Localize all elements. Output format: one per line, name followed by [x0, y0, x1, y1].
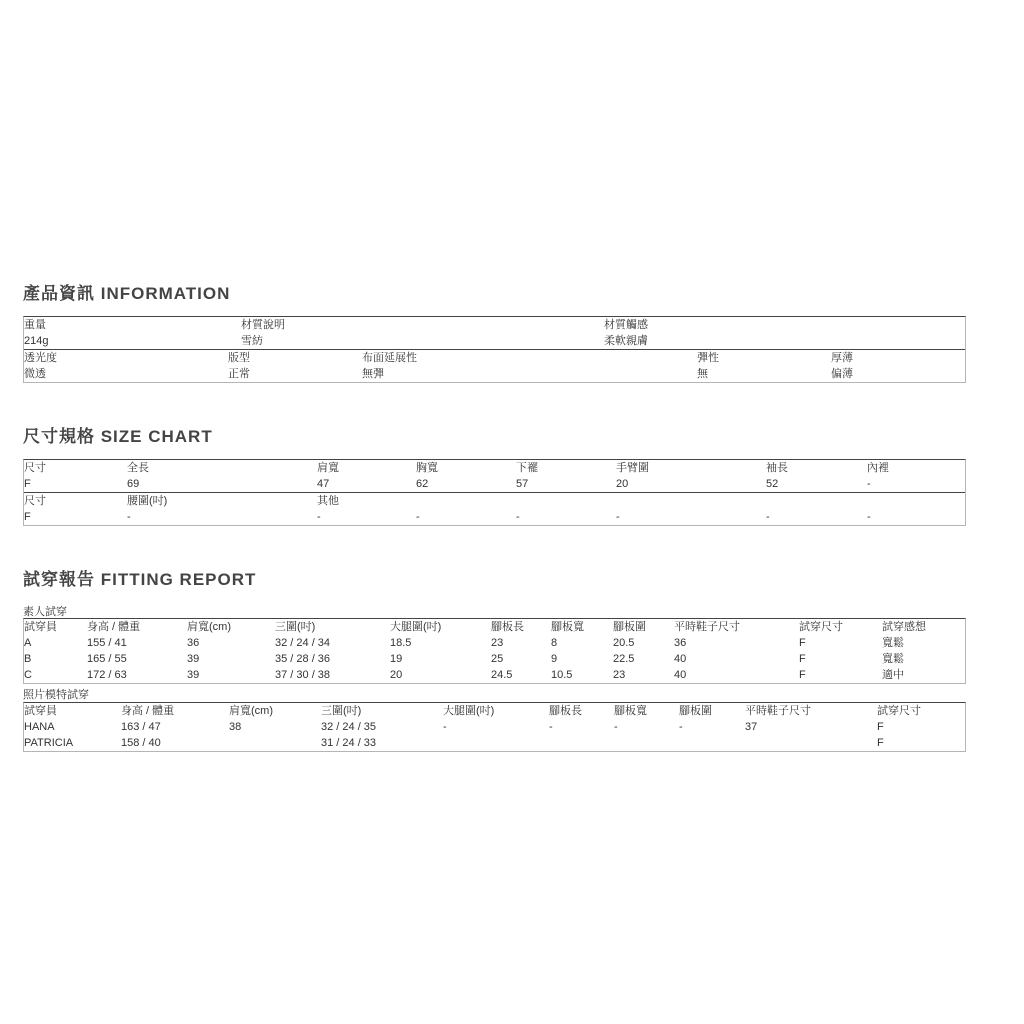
amateur-cell: 165 / 55	[87, 653, 127, 665]
model-cell: 163 / 47	[121, 721, 161, 733]
info-cell: 材質觸感	[604, 319, 648, 331]
info-cell: 無	[697, 368, 708, 380]
amateur-cell: 身高 / 體重	[87, 621, 141, 633]
amateur-cell: 23	[491, 637, 504, 649]
amateur-cell: 8	[551, 637, 558, 649]
size-title: 尺寸規格 SIZE CHART	[23, 427, 213, 446]
model-cell: F	[877, 737, 884, 749]
amateur-cell: 肩寬(cm)	[187, 621, 231, 633]
info-cell: 微透	[24, 368, 46, 380]
size-row-1-values	[24, 476, 965, 492]
model-cell: -	[443, 721, 447, 733]
amateur-cell: 155 / 41	[87, 637, 127, 649]
model-row-header	[24, 703, 965, 719]
model-cell: 大腿圍(吋)	[443, 705, 495, 717]
size-cell: 62	[416, 478, 429, 490]
size-cell: 尺寸	[24, 462, 46, 474]
amateur-cell: C	[24, 669, 32, 681]
amateur-cell: 20.5	[613, 637, 635, 649]
size-cell: 其他	[317, 495, 339, 507]
info-cell: 無彈	[362, 368, 384, 380]
size-cell: 袖長	[766, 462, 788, 474]
amateur-cell: 172 / 63	[87, 669, 127, 681]
model-cell: 肩寬(cm)	[229, 705, 273, 717]
model-table	[23, 702, 966, 752]
amateur-cell: 24.5	[491, 669, 513, 681]
model-cell: 平時鞋子尺寸	[745, 705, 811, 717]
model-row-hana	[24, 719, 965, 735]
model-cell: 身高 / 體重	[121, 705, 175, 717]
info-row-2-header	[24, 349, 965, 366]
amateur-cell: 三圍(吋)	[275, 621, 316, 633]
info-cell: 214g	[24, 335, 49, 347]
amateur-cell: 試穿尺寸	[799, 621, 843, 633]
amateur-cell: 22.5	[613, 653, 635, 665]
info-cell: 重量	[24, 319, 46, 331]
amateur-cell: 39	[187, 653, 200, 665]
info-row-1-values	[24, 333, 965, 349]
model-cell: 試穿尺寸	[877, 705, 921, 717]
size-cell: 胸寬	[416, 462, 438, 474]
size-cell: 57	[516, 478, 529, 490]
info-cell: 偏薄	[831, 368, 853, 380]
amateur-cell: 10.5	[551, 669, 573, 681]
amateur-cell: 32 / 24 / 34	[275, 637, 331, 649]
amateur-table	[23, 618, 966, 684]
amateur-cell: 腳板長	[491, 621, 524, 633]
model-cell: -	[549, 721, 553, 733]
amateur-cell: 25	[491, 653, 504, 665]
amateur-cell: 40	[674, 669, 687, 681]
size-cell: 內裡	[867, 462, 889, 474]
size-cell: -	[867, 511, 871, 523]
size-cell: 手臂圍	[616, 462, 649, 474]
info-cell: 布面延展性	[362, 352, 417, 364]
model-cell: -	[614, 721, 618, 733]
size-cell: 全長	[127, 462, 149, 474]
size-cell: F	[24, 511, 31, 523]
size-cell: 20	[616, 478, 629, 490]
amateur-cell: 適中	[882, 669, 904, 681]
size-cell: -	[516, 511, 520, 523]
size-cell: 肩寬	[317, 462, 339, 474]
amateur-cell: 試穿感想	[882, 621, 926, 633]
model-cell: -	[679, 721, 683, 733]
amateur-cell: 寬鬆	[882, 637, 904, 649]
model-cell: 37	[745, 721, 758, 733]
info-row-1-header	[24, 317, 965, 333]
amateur-cell: 9	[551, 653, 558, 665]
amateur-cell: B	[24, 653, 32, 665]
info-title: 產品資訊 INFORMATION	[23, 284, 231, 303]
amateur-cell: 腳板寬	[551, 621, 584, 633]
model-cell: 腳板寬	[614, 705, 647, 717]
amateur-cell: A	[24, 637, 32, 649]
amateur-cell: 腳板圍	[613, 621, 646, 633]
amateur-cell: 40	[674, 653, 687, 665]
size-cell: F	[24, 478, 31, 490]
model-cell: 38	[229, 721, 242, 733]
model-cell: F	[877, 721, 884, 733]
amateur-label: 素人試穿	[23, 606, 67, 618]
info-row-2-values	[24, 366, 965, 382]
amateur-cell: 18.5	[390, 637, 412, 649]
size-cell: 47	[317, 478, 330, 490]
model-cell: HANA	[24, 721, 55, 733]
info-cell: 正常	[228, 368, 250, 380]
size-cell: 下襬	[516, 462, 538, 474]
size-table	[23, 459, 966, 526]
model-cell: 158 / 40	[121, 737, 161, 749]
model-cell: 試穿員	[24, 705, 57, 717]
size-cell: 69	[127, 478, 140, 490]
amateur-cell: 36	[187, 637, 200, 649]
size-row-1-header	[24, 460, 965, 476]
size-cell: 尺寸	[24, 495, 46, 507]
model-cell: 三圍(吋)	[321, 705, 362, 717]
amateur-cell: F	[799, 637, 806, 649]
size-cell: 腰圍(吋)	[127, 495, 168, 507]
info-cell: 柔軟親膚	[604, 335, 648, 347]
amateur-cell: 大腿圍(吋)	[390, 621, 442, 633]
size-cell: -	[127, 511, 131, 523]
info-cell: 版型	[228, 352, 250, 364]
info-table	[23, 316, 966, 383]
model-cell: PATRICIA	[24, 737, 74, 749]
model-label: 照片模特試穿	[23, 689, 89, 701]
info-cell: 厚薄	[831, 352, 853, 364]
info-cell: 透光度	[24, 352, 57, 364]
size-row-2-values	[24, 509, 965, 525]
model-cell: 腳板長	[549, 705, 582, 717]
model-cell: 31 / 24 / 33	[321, 737, 377, 749]
amateur-row-a	[24, 635, 965, 651]
amateur-cell: 36	[674, 637, 687, 649]
size-cell: -	[416, 511, 420, 523]
amateur-row-c	[24, 667, 965, 683]
info-cell: 彈性	[697, 352, 719, 364]
size-cell: 52	[766, 478, 779, 490]
amateur-cell: 20	[390, 669, 403, 681]
amateur-cell: F	[799, 669, 806, 681]
amateur-cell: 試穿員	[24, 621, 57, 633]
size-cell: -	[616, 511, 620, 523]
info-cell: 雪紡	[241, 335, 263, 347]
amateur-row-header	[24, 619, 965, 635]
amateur-cell: 35 / 28 / 36	[275, 653, 331, 665]
amateur-cell: 37 / 30 / 38	[275, 669, 331, 681]
fitting-title: 試穿報告 FITTING REPORT	[23, 570, 257, 589]
model-cell: 32 / 24 / 35	[321, 721, 377, 733]
model-row-patricia	[24, 735, 965, 751]
amateur-cell: 19	[390, 653, 403, 665]
amateur-cell: 平時鞋子尺寸	[674, 621, 740, 633]
amateur-cell: F	[799, 653, 806, 665]
amateur-cell: 23	[613, 669, 626, 681]
amateur-cell: 39	[187, 669, 200, 681]
amateur-cell: 寬鬆	[882, 653, 904, 665]
size-cell: -	[766, 511, 770, 523]
info-cell: 材質說明	[241, 319, 285, 331]
amateur-row-b	[24, 651, 965, 667]
model-cell: 腳板圍	[679, 705, 712, 717]
size-row-2-header	[24, 492, 965, 509]
size-cell: -	[867, 478, 871, 490]
size-cell: -	[317, 511, 321, 523]
